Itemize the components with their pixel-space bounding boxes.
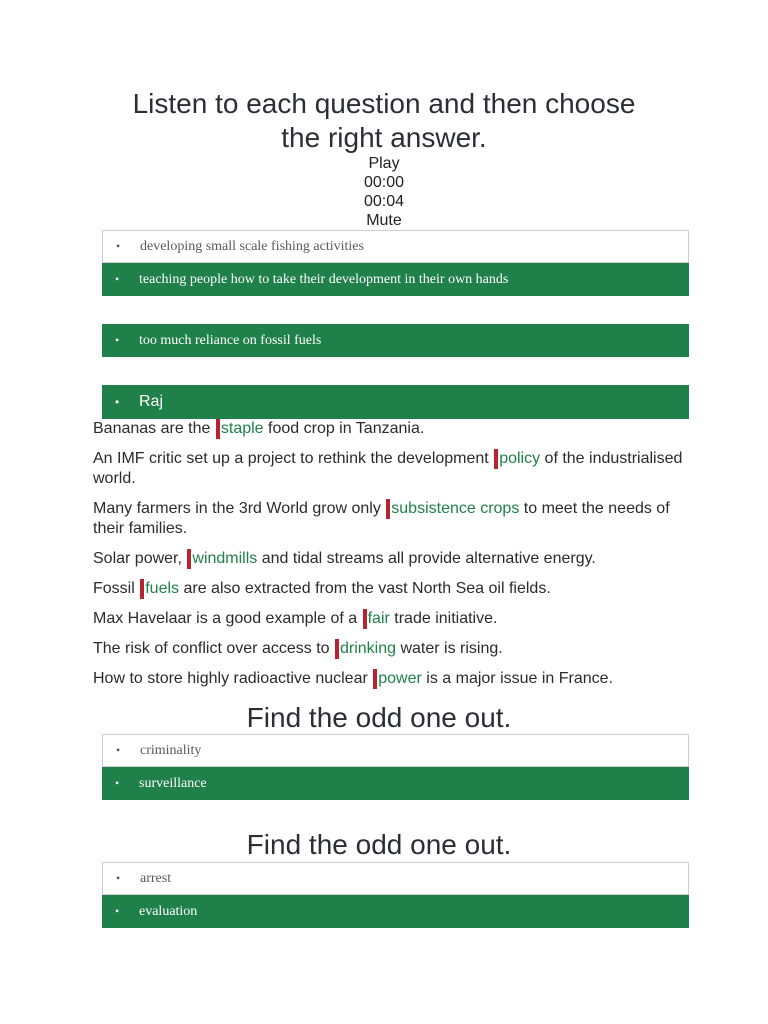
sentence-text: Many farmers in the 3rd World grow only (93, 500, 386, 517)
sentence-text: are also extracted from the vast North Sea oil fields. (179, 580, 551, 597)
audio-player (0, 154, 768, 230)
page-title-line-1: Listen to each question and then choose (132, 88, 636, 119)
sentence-text: to meet the needs of their families. (93, 500, 670, 537)
gap-answer[interactable]: windmills (187, 549, 257, 569)
answer-list-1 (102, 230, 689, 296)
sentence-text: and tidal streams all provide alternative energy. (257, 550, 596, 567)
answer-list-odd-2 (102, 862, 689, 928)
bullet-dot-icon: • (115, 333, 120, 347)
answer-option-label: evaluation (139, 903, 198, 919)
gap-fill-sentence (93, 449, 693, 489)
bullet-dot-icon: • (116, 239, 121, 253)
answer-option-selected[interactable] (102, 895, 689, 928)
sentence-text: How to store highly radioactive nuclear (93, 670, 373, 687)
sentence-text: Max Havelaar is a good example of a (93, 610, 362, 627)
gap-answer[interactable]: fair (363, 609, 390, 629)
section-title-odd-one-out-1: Find the odd one out. (246, 702, 512, 733)
gap-fill-sentence (93, 609, 693, 629)
answer-option[interactable] (102, 230, 689, 263)
sentence-text: is a major issue in France. (421, 670, 614, 687)
answer-option-label: teaching people how to take their development in their own hands (139, 271, 509, 287)
answer-option-selected[interactable] (102, 263, 689, 296)
sentence-text: Solar power, (93, 550, 187, 567)
sentence-text: The risk of conflict over access to (93, 640, 334, 657)
answer-option-selected[interactable] (102, 324, 689, 357)
play-button[interactable]: Play (368, 155, 400, 172)
gap-answer[interactable]: subsistence crops (386, 499, 519, 519)
bullet-dot-icon: • (116, 743, 121, 757)
gap-fill-sentence (93, 419, 693, 439)
sentence-text: Fossil (93, 580, 140, 597)
gap-fill-sentence (93, 499, 693, 539)
answer-list-2 (102, 324, 689, 357)
sentence-text: An IMF critic set up a project to rethink the development (93, 450, 494, 467)
sentence-text: trade initiative. (389, 610, 498, 627)
current-time: 00:00 (363, 174, 405, 191)
answer-option-label: too much reliance on fossil fuels (139, 332, 322, 348)
answer-option[interactable] (102, 734, 689, 767)
answer-option-label: Raj (139, 393, 164, 410)
sentence-text: water is rising. (396, 640, 503, 657)
gap-fill-exercise (93, 419, 693, 699)
answer-option-label: developing small scale fishing activities (140, 238, 364, 254)
answer-option-label: surveillance (139, 775, 207, 791)
section-title-odd-one-out-2: Find the odd one out. (246, 829, 512, 860)
bullet-dot-icon: • (115, 904, 120, 918)
answer-option-selected[interactable] (102, 767, 689, 800)
sentence-text: Bananas are the (93, 420, 215, 437)
gap-fill-sentence (93, 669, 693, 689)
bullet-dot-icon: • (116, 871, 121, 885)
gap-fill-sentence (93, 549, 693, 569)
gap-fill-sentence (93, 639, 693, 659)
answer-list-3 (102, 385, 689, 419)
answer-option-selected[interactable] (102, 385, 689, 419)
sentence-text: food crop in Tanzania. (263, 420, 425, 437)
answer-option[interactable] (102, 862, 689, 895)
sentence-text: of the industrialised world. (93, 450, 683, 487)
bullet-dot-icon: • (115, 395, 120, 409)
gap-fill-sentence (93, 579, 693, 599)
bullet-dot-icon: • (115, 776, 120, 790)
mute-button[interactable]: Mute (366, 212, 402, 229)
gap-answer[interactable]: drinking (335, 639, 396, 659)
answer-option-label: criminality (140, 742, 202, 758)
page-title-line-2: the right answer. (281, 122, 487, 153)
duration: 00:04 (363, 193, 405, 210)
gap-answer[interactable]: policy (494, 449, 540, 469)
answer-list-odd-1 (102, 734, 689, 800)
gap-answer[interactable]: power (373, 669, 422, 689)
gap-answer[interactable]: fuels (140, 579, 179, 599)
bullet-dot-icon: • (115, 272, 120, 286)
answer-option-label: arrest (140, 870, 172, 886)
gap-answer[interactable]: staple (216, 419, 264, 439)
